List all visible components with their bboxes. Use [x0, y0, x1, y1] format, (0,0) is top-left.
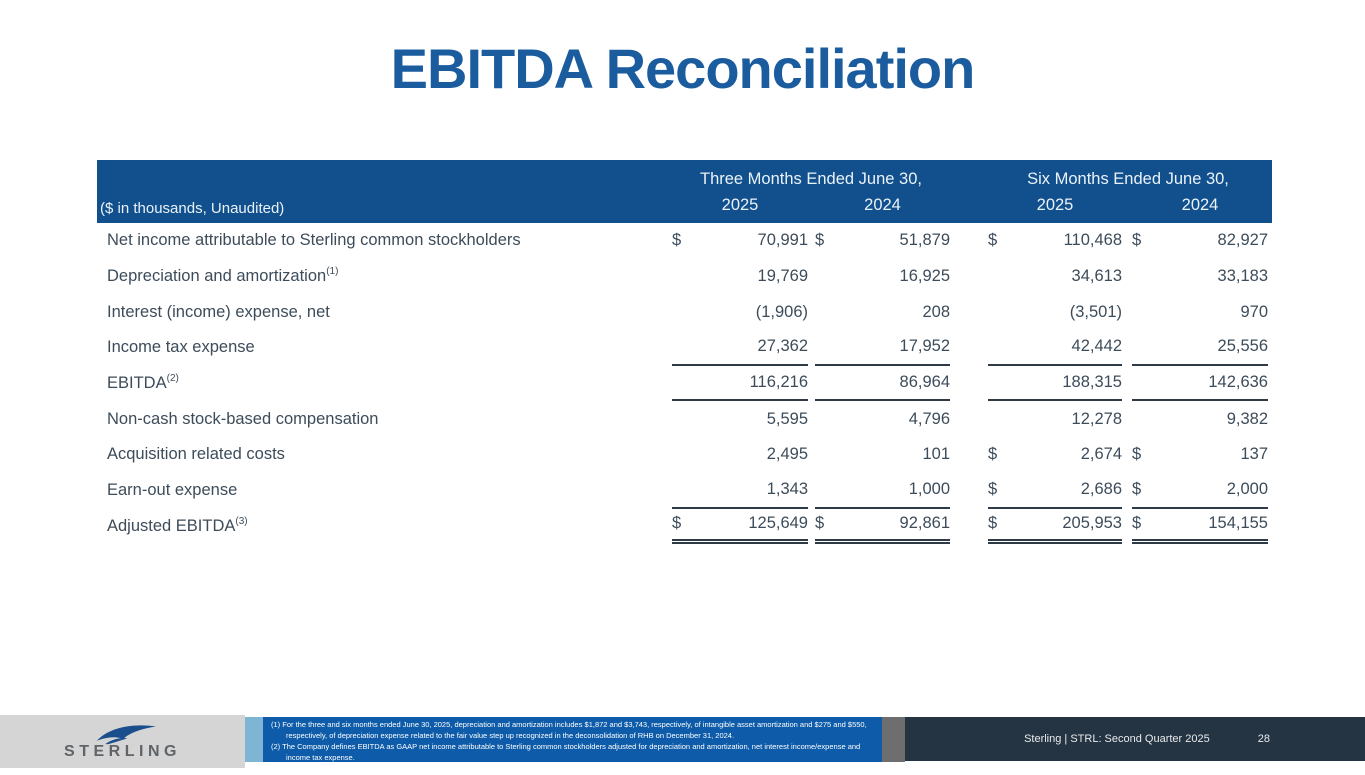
- value-cell: $ 51,879: [815, 231, 950, 250]
- value-cell: (3,501): [1069, 302, 1122, 321]
- footnotes-box: [263, 717, 882, 773]
- page-number: 28: [1257, 733, 1270, 745]
- footnote-3: (3) The Company defines adjusted EBITDA as EBITDA excluding the impact of non-cash stock-based compensation, acquisition related costs, and earn-out expense.: [271, 764, 820, 773]
- table-row-adjusted-ebitda: [97, 509, 1272, 545]
- accent-strip: [245, 717, 263, 762]
- table-row-depreciation: [97, 259, 1272, 295]
- dollar-sign: $: [988, 231, 998, 250]
- value-cell: $ 2,674: [988, 445, 1122, 464]
- sterling-logo: [0, 715, 245, 768]
- dollar-sign: $: [815, 514, 825, 533]
- value-cell: $ 110,468: [988, 231, 1122, 250]
- value-cell: 101: [922, 445, 950, 464]
- value-cell: 1,343: [672, 473, 808, 509]
- dollar-sign: $: [988, 445, 998, 464]
- table-row-net-income: [97, 223, 1272, 259]
- value-cell: 188,315: [988, 366, 1122, 402]
- dollar-sign: $: [1132, 445, 1142, 464]
- sterling-swoosh-icon: [84, 723, 162, 745]
- dollar-sign: $: [1132, 480, 1142, 499]
- footer-divider: [882, 717, 905, 762]
- row-label: Depreciation and amortization $^{(1)}$: [107, 265, 339, 286]
- row-label: Non-cash stock-based compensation: [107, 409, 379, 428]
- col-year-6m-2025: 2025: [1036, 196, 1074, 214]
- value-cell: $ 125,649: [672, 509, 808, 545]
- value-cell: 970: [1240, 302, 1268, 321]
- row-label: Adjusted EBITDA $^{(3)}$: [107, 515, 248, 535]
- value-cell: 27,362: [672, 330, 808, 366]
- page-title: EBITDA Reconciliation: [390, 37, 975, 100]
- row-label: Interest (income) expense, net: [107, 302, 330, 321]
- dollar-sign: $: [988, 480, 998, 499]
- row-label: EBITDA $^{(2)}$: [107, 372, 179, 393]
- value-cell: $ 154,155: [1132, 509, 1268, 545]
- footer-info-bar: [905, 717, 1365, 761]
- row-label: Income tax expense: [107, 338, 255, 357]
- slide-label: Sterling | STRL: Second Quarter 2025: [1024, 733, 1210, 745]
- dollar-sign: $: [1132, 231, 1142, 250]
- table-row-interest: [97, 294, 1272, 330]
- value-cell: $ 70,991: [672, 231, 808, 250]
- logo-wordmark: STERLING: [64, 742, 181, 760]
- table-header-bar: [97, 160, 1272, 223]
- ebitda-reconciliation-table: [97, 160, 1272, 544]
- value-cell: 9,382: [1226, 409, 1268, 428]
- dollar-sign: $: [1132, 514, 1142, 533]
- value-cell: $ 92,861: [815, 509, 950, 545]
- row-label: Acquisition related costs: [107, 445, 285, 464]
- value-cell: 34,613: [1071, 267, 1122, 286]
- col-group-three-months: Three Months Ended June 30,: [700, 170, 922, 188]
- value-cell: 42,442: [988, 330, 1122, 366]
- col-year-6m-2024: 2024: [1181, 196, 1219, 214]
- value-cell: 25,556: [1132, 330, 1268, 366]
- dollar-sign: $: [815, 231, 825, 250]
- value-cell: 16,925: [899, 267, 950, 286]
- dollar-sign: $: [672, 231, 682, 250]
- table-row-ebitda: [97, 366, 1272, 402]
- value-cell: (1,906): [755, 302, 808, 321]
- value-cell: $ 2,686: [988, 473, 1122, 509]
- value-cell: 1,000: [815, 473, 950, 509]
- dollar-sign: $: [672, 514, 682, 533]
- value-cell: 33,183: [1217, 267, 1268, 286]
- value-cell: 12,278: [1071, 409, 1122, 428]
- value-cell: 116,216: [672, 366, 808, 402]
- dollar-sign: $: [988, 514, 998, 533]
- value-cell: 86,964: [815, 366, 950, 402]
- table-row-acquisition-costs: [97, 437, 1272, 473]
- value-cell: $ 137: [1132, 445, 1268, 464]
- value-cell: 208: [922, 302, 950, 321]
- value-cell: 142,636: [1132, 366, 1268, 402]
- table-row-stock-compensation: [97, 401, 1272, 437]
- value-cell: $ 2,000: [1132, 473, 1268, 509]
- value-cell: 2,495: [766, 445, 808, 464]
- value-cell: 4,796: [908, 409, 950, 428]
- value-cell: 19,769: [757, 267, 808, 286]
- value-cell: 17,952: [815, 330, 950, 366]
- footnote-2: (2) The Company defines EBITDA as GAAP net income attributable to Sterling common stockholders adjusted for depreciation and amortization, net interest income/expense and income tax expense.: [271, 742, 861, 762]
- footnote-1: (1) For the three and six months ended June 30, 2025, depreciation and amortization includes $1,872 and $3,743, respectively, of intangible asset amortization and $275 and $550, respectively, of depreciation expense related to the fair value step up recognized in the deconsolidation of RHB on December 31, 2024.: [271, 720, 867, 740]
- row-label: Earn-out expense: [107, 481, 238, 500]
- value-cell: $ 205,953: [988, 509, 1122, 545]
- value-cell: 5,595: [766, 409, 808, 428]
- col-year-3m-2025: 2025: [721, 196, 759, 214]
- slide-footer: [0, 715, 1365, 773]
- table-row-earnout: [97, 473, 1272, 509]
- unit-label: ($ in thousands, Unaudited): [100, 200, 285, 217]
- col-year-3m-2024: 2024: [864, 196, 901, 214]
- table-row-income-tax: [97, 330, 1272, 366]
- value-cell: $ 82,927: [1132, 231, 1268, 250]
- row-label: Net income attributable to Sterling common stockholders: [107, 231, 521, 250]
- col-group-six-months: Six Months Ended June 30,: [1027, 170, 1229, 188]
